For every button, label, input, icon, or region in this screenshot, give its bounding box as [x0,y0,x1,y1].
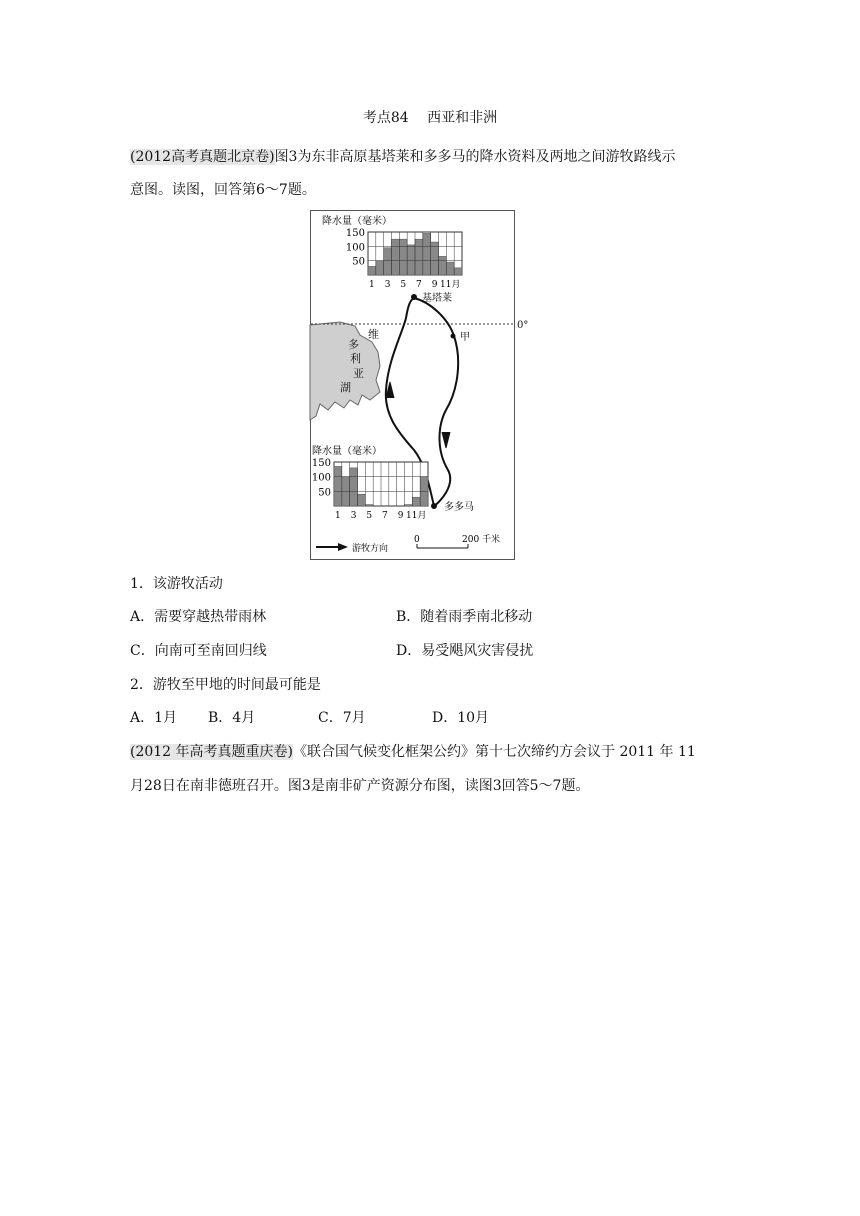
q2-stem: 2．游牧至甲地的时间最可能是 [130,677,321,693]
top-chart-x-tick: 11月 [440,280,461,290]
bottom-chart-y-tick: 100 [311,472,331,484]
label-jia: 甲 [460,332,470,343]
bottom-chart-y-tick: 50 [318,487,331,499]
top-chart-bar [392,239,400,275]
q1-stem: 1．该游牧活动 [130,576,223,592]
map-svg [310,210,529,560]
bottom-chart-x-tick: 11月 [406,511,427,521]
question-intro2-line2: 月28日在南非德班召开。图3是南非矿产资源分布图，读图3回答5～7题。 [130,778,590,794]
page-title: 考点84 西亚和非洲 [362,110,498,126]
bottom-chart-bar [358,494,366,506]
q2-option-d: D．10月 [432,710,490,726]
top-chart-title: 降水量（毫米） [322,216,392,227]
bottom-chart-bar [412,497,420,506]
top-chart-y-tick: 100 [345,242,365,254]
top-chart-y-tick: 150 [345,228,365,239]
bottom-chart-x-tick: 9 [397,511,404,521]
bottom-chart-title: 降水量（毫米） [312,446,382,457]
top-chart-bar [423,233,431,275]
top-chart-bar [415,239,423,275]
q2-option-c: C．7月 [318,710,366,726]
top-chart-bar [376,261,384,275]
bottom-chart-y-tick: 150 [311,458,331,469]
lake-label-char: 亚 [353,367,364,380]
point-kitale [411,294,417,300]
bottom-chart-bar [405,505,413,506]
top-chart-bar [407,245,415,275]
bottom-chart-x-tick: 7 [382,511,388,521]
source-tag-chongqing: (2012 年高考真题重庆卷) [130,744,294,760]
q1-option-d: D．易受飓风灾害侵扰 [396,643,534,659]
top-chart-bar [368,266,376,275]
question-intro-line1 [130,147,675,167]
lake-label-char: 多 [348,338,359,351]
lake-label-char: 利 [350,352,361,365]
bottom-chart-x-tick: 5 [366,511,373,521]
bottom-chart-bar [334,466,342,506]
intro2-text-1: 《联合国气候变化框架公约》第十七次缔约方会议于 2011 年 11 [293,744,696,760]
q1-option-c: C．向南可至南回归线 [130,643,267,659]
top-chart-x-tick: 7 [416,280,422,290]
top-chart-bar [384,248,392,275]
top-chart-bar [439,256,447,275]
top-chart-x-tick: 5 [400,280,407,290]
equator-label: 0° [517,320,529,331]
label-dodoma: 多多马 [444,502,474,513]
figure-map [310,210,529,560]
top-chart-bar [399,239,407,275]
top-chart-x-tick: 3 [384,280,391,290]
q1-option-b: B．随着雨季南北移动 [396,609,533,625]
lake-label-char: 湖 [340,381,351,394]
top-chart-bar [454,268,462,275]
bottom-chart-x-tick: 3 [350,511,357,521]
bottom-chart-bar [365,505,373,506]
top-chart-x-tick: 9 [431,280,438,290]
point-jia [451,334,456,339]
scale-end: 200 千米 [462,535,501,545]
point-dodoma [431,503,437,509]
bottom-chart-x-tick: 1 [335,511,341,521]
scale-zero: 0 [414,535,420,545]
question-intro-line2: 意图。读图，回答第6～7题。 [130,182,316,198]
legend-label: 游牧方向 [352,544,389,554]
lake-label-char: 维 [368,328,379,341]
top-chart-y-tick: 50 [352,256,365,268]
q1-option-a: A．需要穿越热带雨林 [130,609,267,625]
top-chart-bar [446,262,454,275]
bottom-chart-bar [350,468,358,506]
top-chart-bar [431,242,439,275]
q2-option-a: A．1月 [130,710,178,726]
q2-option-b: B．4月 [208,710,256,726]
intro-text-1: 图3为东非高原基塔莱和多多马的降水资料及两地之间游牧路线示 [274,149,676,165]
label-kitale: 基塔莱 [422,293,452,304]
source-tag-beijing: (2012高考真题北京卷) [130,149,275,165]
question-intro2-line1 [130,742,696,762]
top-chart-x-tick: 1 [369,280,375,290]
